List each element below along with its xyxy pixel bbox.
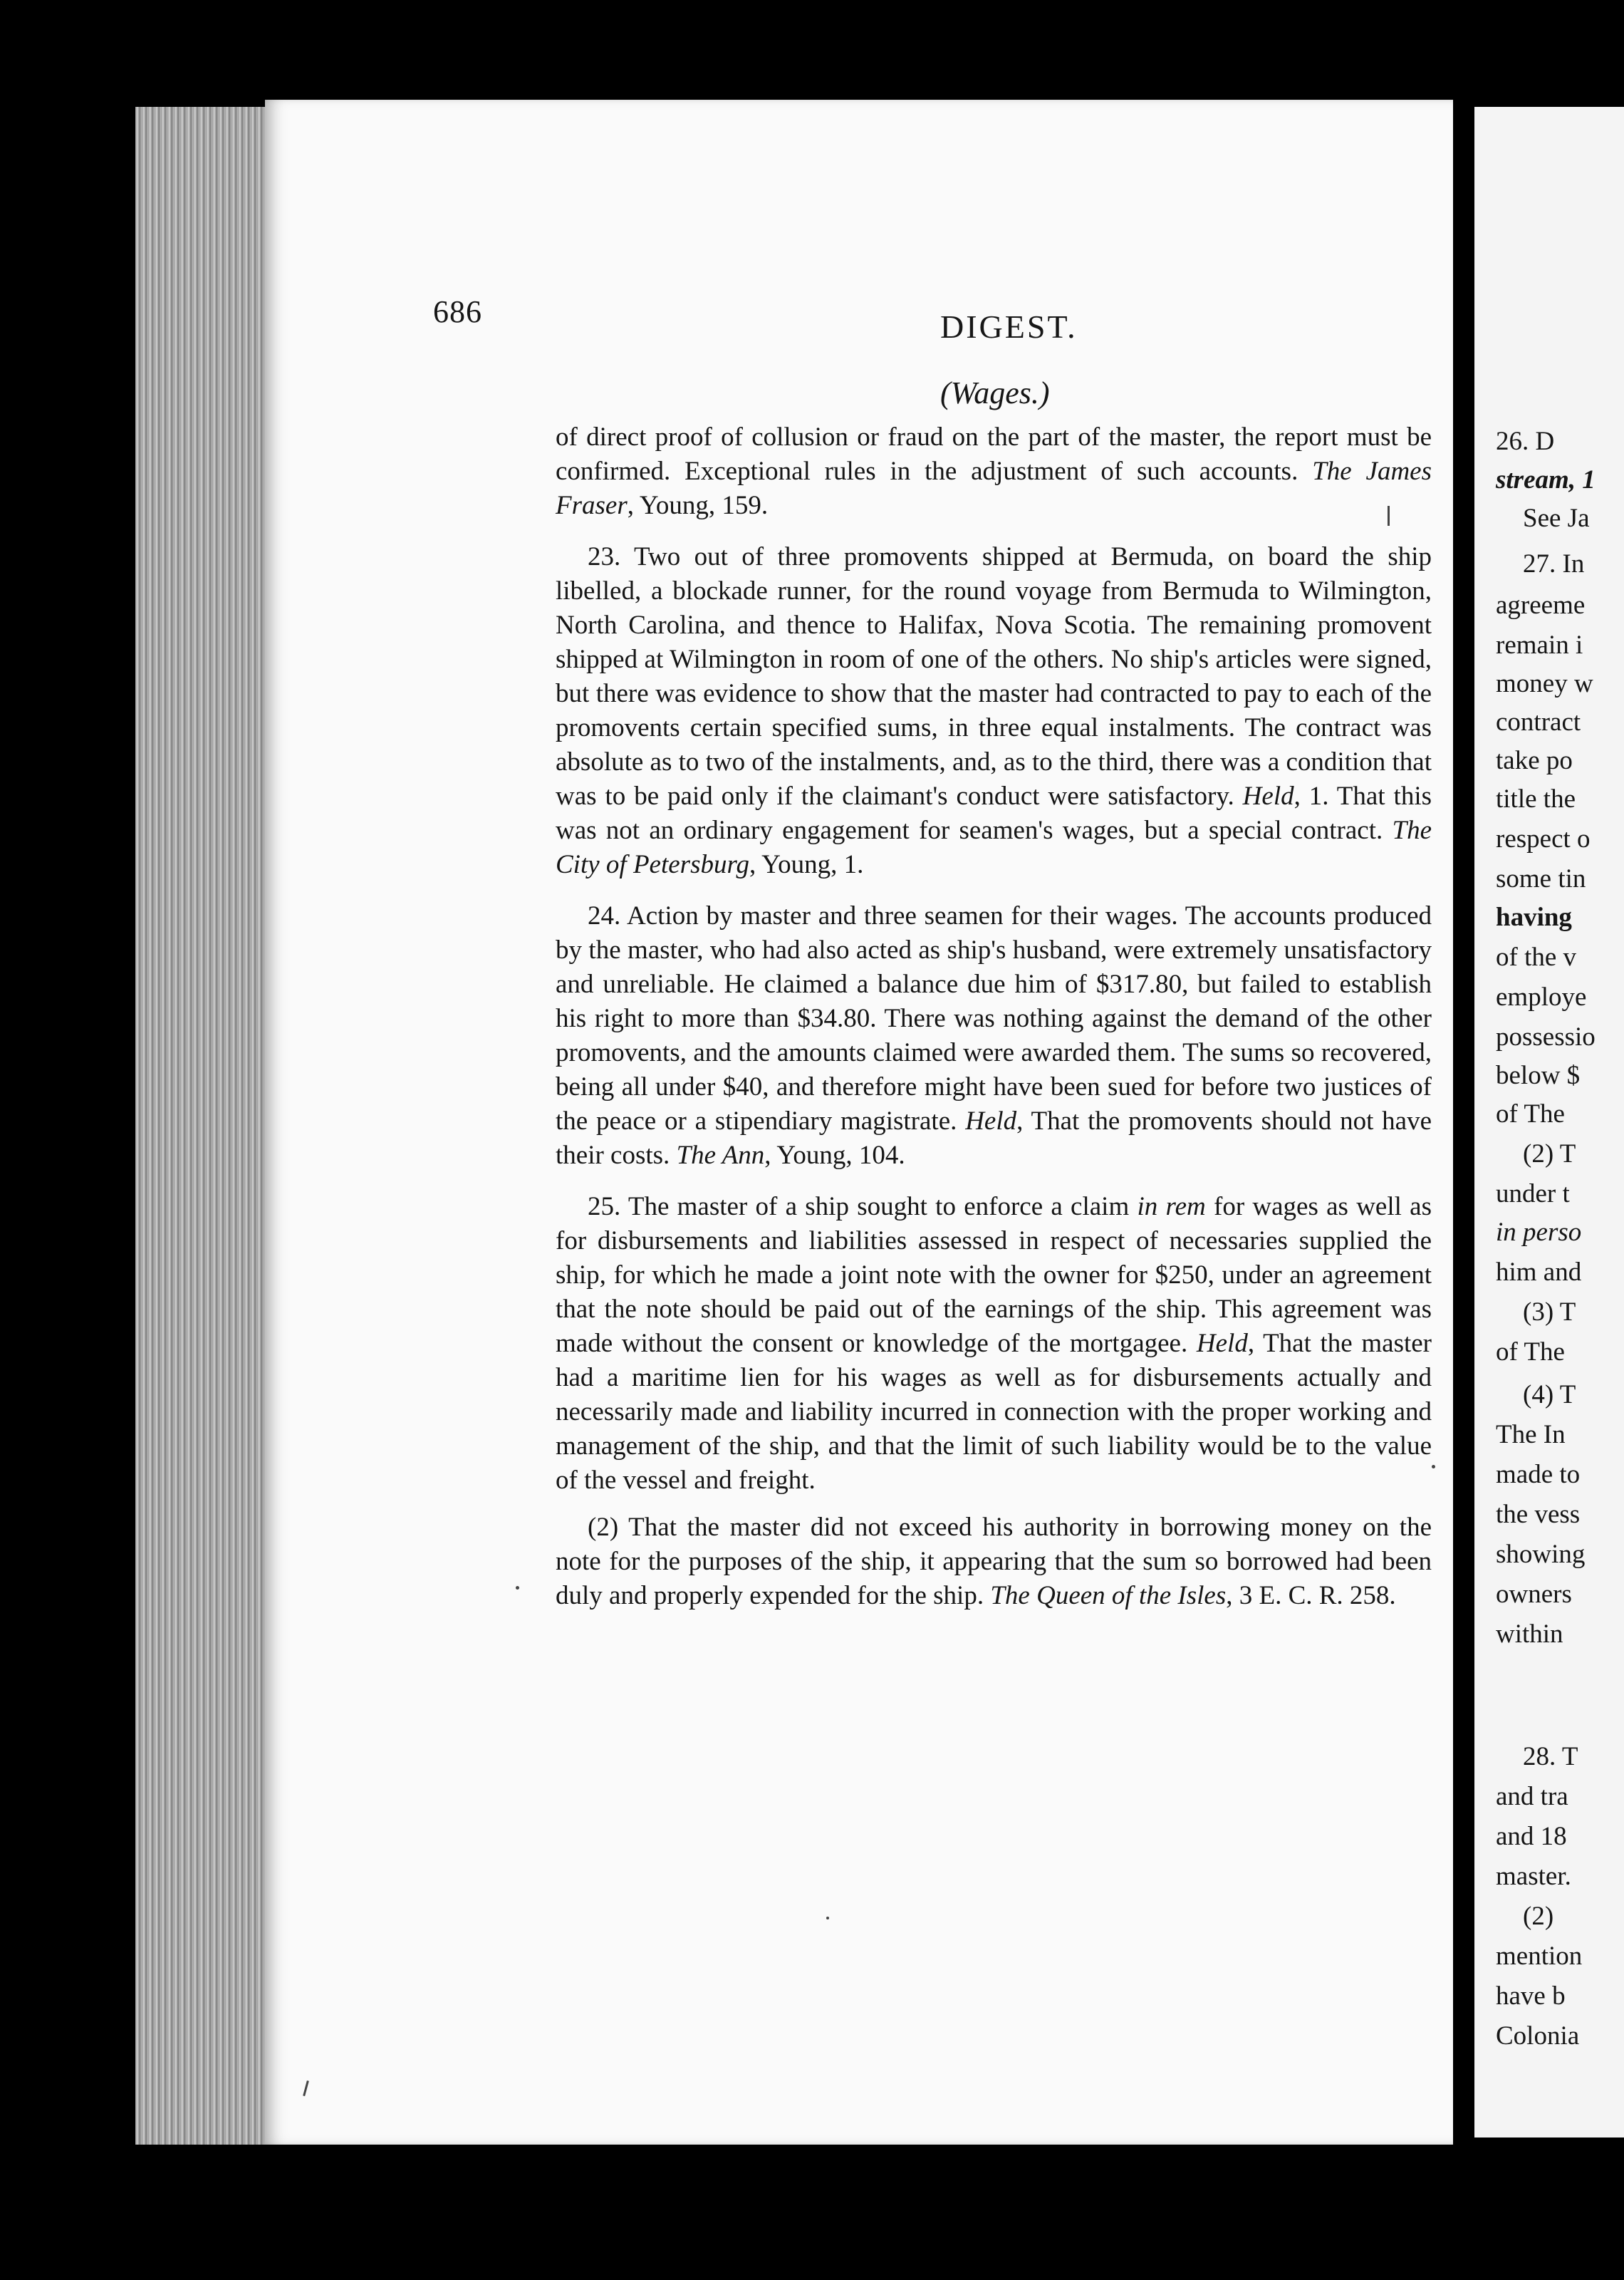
right-page-line: having	[1496, 903, 1572, 932]
paragraph-24	[556, 899, 1432, 1173]
book-page-edges	[135, 107, 271, 2145]
book-gutter	[1453, 100, 1474, 2145]
ink-speck	[516, 1586, 519, 1590]
case-name: The Ann	[676, 1141, 765, 1170]
holding-text: , That the promovents should not have their costs.	[556, 1107, 1432, 1170]
right-page-line: have b	[1496, 1981, 1566, 2011]
right-page-line: title the	[1496, 784, 1576, 814]
pencil-mark	[1388, 506, 1390, 526]
right-page-line: (2)	[1523, 1902, 1554, 1931]
right-page-line: showing	[1496, 1540, 1586, 1569]
right-page-line: of The	[1496, 1337, 1565, 1367]
right-page-line: 27. In	[1523, 549, 1585, 579]
right-page-line: some tin	[1496, 864, 1586, 893]
right-page-line: him and	[1496, 1258, 1582, 1287]
paragraph-text: of direct proof of collusion or fraud on the part of the master, the report must be confirmed. Exceptional rules in the adjustment of such accounts.	[556, 423, 1432, 486]
held-label: Held	[1242, 782, 1294, 811]
case-citation: , 3 E. C. R. 258.	[1226, 1581, 1396, 1610]
paragraph-text: 23. Two out of three promovents shipped at Bermuda, on board the ship libelled, a blockade runner, for the round voyage from Bermuda to Wilmington, North Carolina, and thence to Halifax, Nova Scotia. The remaining promovent shipped at Wilmington in room of one of the others. No ship's articles were signed, but there was evidence to show that the master had contracted to pay to each of the promovents certain specified sums, in three equal instalments. The contract was absolute as to two of the instalments, and, as to the third, there was a condition that was to be paid only if the claimant's conduct were satisfactory.	[556, 542, 1432, 811]
right-page	[1474, 107, 1624, 2138]
right-page-line: The In	[1496, 1420, 1566, 1449]
held-label: Held	[965, 1107, 1017, 1136]
right-page-line: the vess	[1496, 1500, 1581, 1529]
right-page-line: Colonia	[1496, 2021, 1580, 2051]
right-page-line: remain i	[1496, 631, 1583, 660]
right-page-line: take po	[1496, 746, 1573, 775]
right-page-line: 26. D	[1496, 427, 1555, 456]
case-citation: , Young, 159.	[627, 491, 769, 520]
case-name: The Queen of the Isles	[990, 1581, 1227, 1610]
right-page-line: owners	[1496, 1580, 1572, 1609]
digest-body	[556, 420, 1432, 1630]
right-page-line: in perso	[1496, 1218, 1582, 1247]
right-page-line: and tra	[1496, 1782, 1568, 1811]
case-citation: , Young, 1.	[749, 850, 864, 879]
paragraph-25	[556, 1190, 1432, 1498]
right-page-line: (2) T	[1523, 1139, 1576, 1168]
right-page-line: stream, 1	[1496, 465, 1596, 494]
right-page-line: contract	[1496, 708, 1581, 737]
ink-speck	[1432, 1465, 1435, 1468]
right-page-line: within	[1496, 1620, 1563, 1649]
running-head: DIGEST.	[940, 309, 1078, 345]
paragraph-continuation	[556, 420, 1432, 523]
right-page-line: of The	[1496, 1099, 1565, 1129]
paragraph-text: 24. Action by master and three seamen for their wages. The accounts produced by the master, who had also acted as ship's husband, were extremely unsatisfactory and unreliable. He claimed a balance due him of $317.80, but failed to establish his right to more than $34.80. There was nothing against the demand of the other promovents, and the amounts claimed were awarded them. The sums so recovered, being all under $40, and therefore might have been sued for before two justices of the peace or a stipendiary magistrate.	[556, 901, 1432, 1136]
right-page-line: possessio	[1496, 1022, 1596, 1052]
holding-text: , That the master had a maritime lien for his wages as well as for disbursements actually and necessarily made and liability incurred in connection with the proper working and management of the ship, and that the limit of such liability would be to the value of the vessel and freight.	[556, 1329, 1432, 1495]
ink-speck	[826, 1917, 829, 1919]
right-page-line: respect o	[1496, 824, 1591, 854]
right-page-line: 28. T	[1523, 1742, 1578, 1771]
right-page-line: See Ja	[1523, 504, 1590, 533]
holding-text: , 1. That this was not an ordinary engagement for seamen's wages, but a special contract.	[556, 782, 1432, 845]
section-heading: (Wages.)	[940, 375, 1050, 410]
right-page-line: mention	[1496, 1942, 1583, 1971]
right-page-line: under t	[1496, 1179, 1570, 1208]
paragraph-text: for wages as well as for disbursements and liabilities assessed in respect of necessaries supplied the ship, for which he made a joint note with the owner for $250, under an agreement that the note should be paid out of the earnings of the ship. This agreement was made without the consent or knowledge of the mortgagee.	[556, 1192, 1432, 1358]
right-page-line: and 18	[1496, 1822, 1567, 1851]
right-page-line: money w	[1496, 669, 1593, 698]
right-page-line: made to	[1496, 1460, 1581, 1489]
paragraph-25-sub-2	[556, 1510, 1432, 1613]
right-page-line: of the v	[1496, 943, 1577, 972]
right-page-line: employe	[1496, 983, 1587, 1012]
right-page-line: below $	[1496, 1061, 1581, 1090]
right-page-line: (3) T	[1523, 1297, 1576, 1327]
paragraph-text: 25. The master of a ship sought to enforce a claim	[588, 1192, 1138, 1221]
held-label: Held	[1196, 1329, 1248, 1358]
paragraph-23	[556, 540, 1432, 882]
case-citation: , Young, 104.	[764, 1141, 905, 1170]
paragraph-text: (2) That the master did not exceed his authority in borrowing money on the note for the purposes of the ship, it appearing that the sum so borrowed had been duly and properly expended for the ship.	[556, 1513, 1432, 1610]
right-page-line: master.	[1496, 1862, 1571, 1891]
latin-phrase: in rem	[1137, 1192, 1206, 1221]
right-page-line: agreeme	[1496, 591, 1586, 620]
right-page-line: (4) T	[1523, 1380, 1576, 1409]
case-name: The City of Petersburg	[556, 816, 1432, 879]
case-name: The James Fraser	[556, 457, 1432, 520]
page-number: 686	[433, 294, 482, 329]
